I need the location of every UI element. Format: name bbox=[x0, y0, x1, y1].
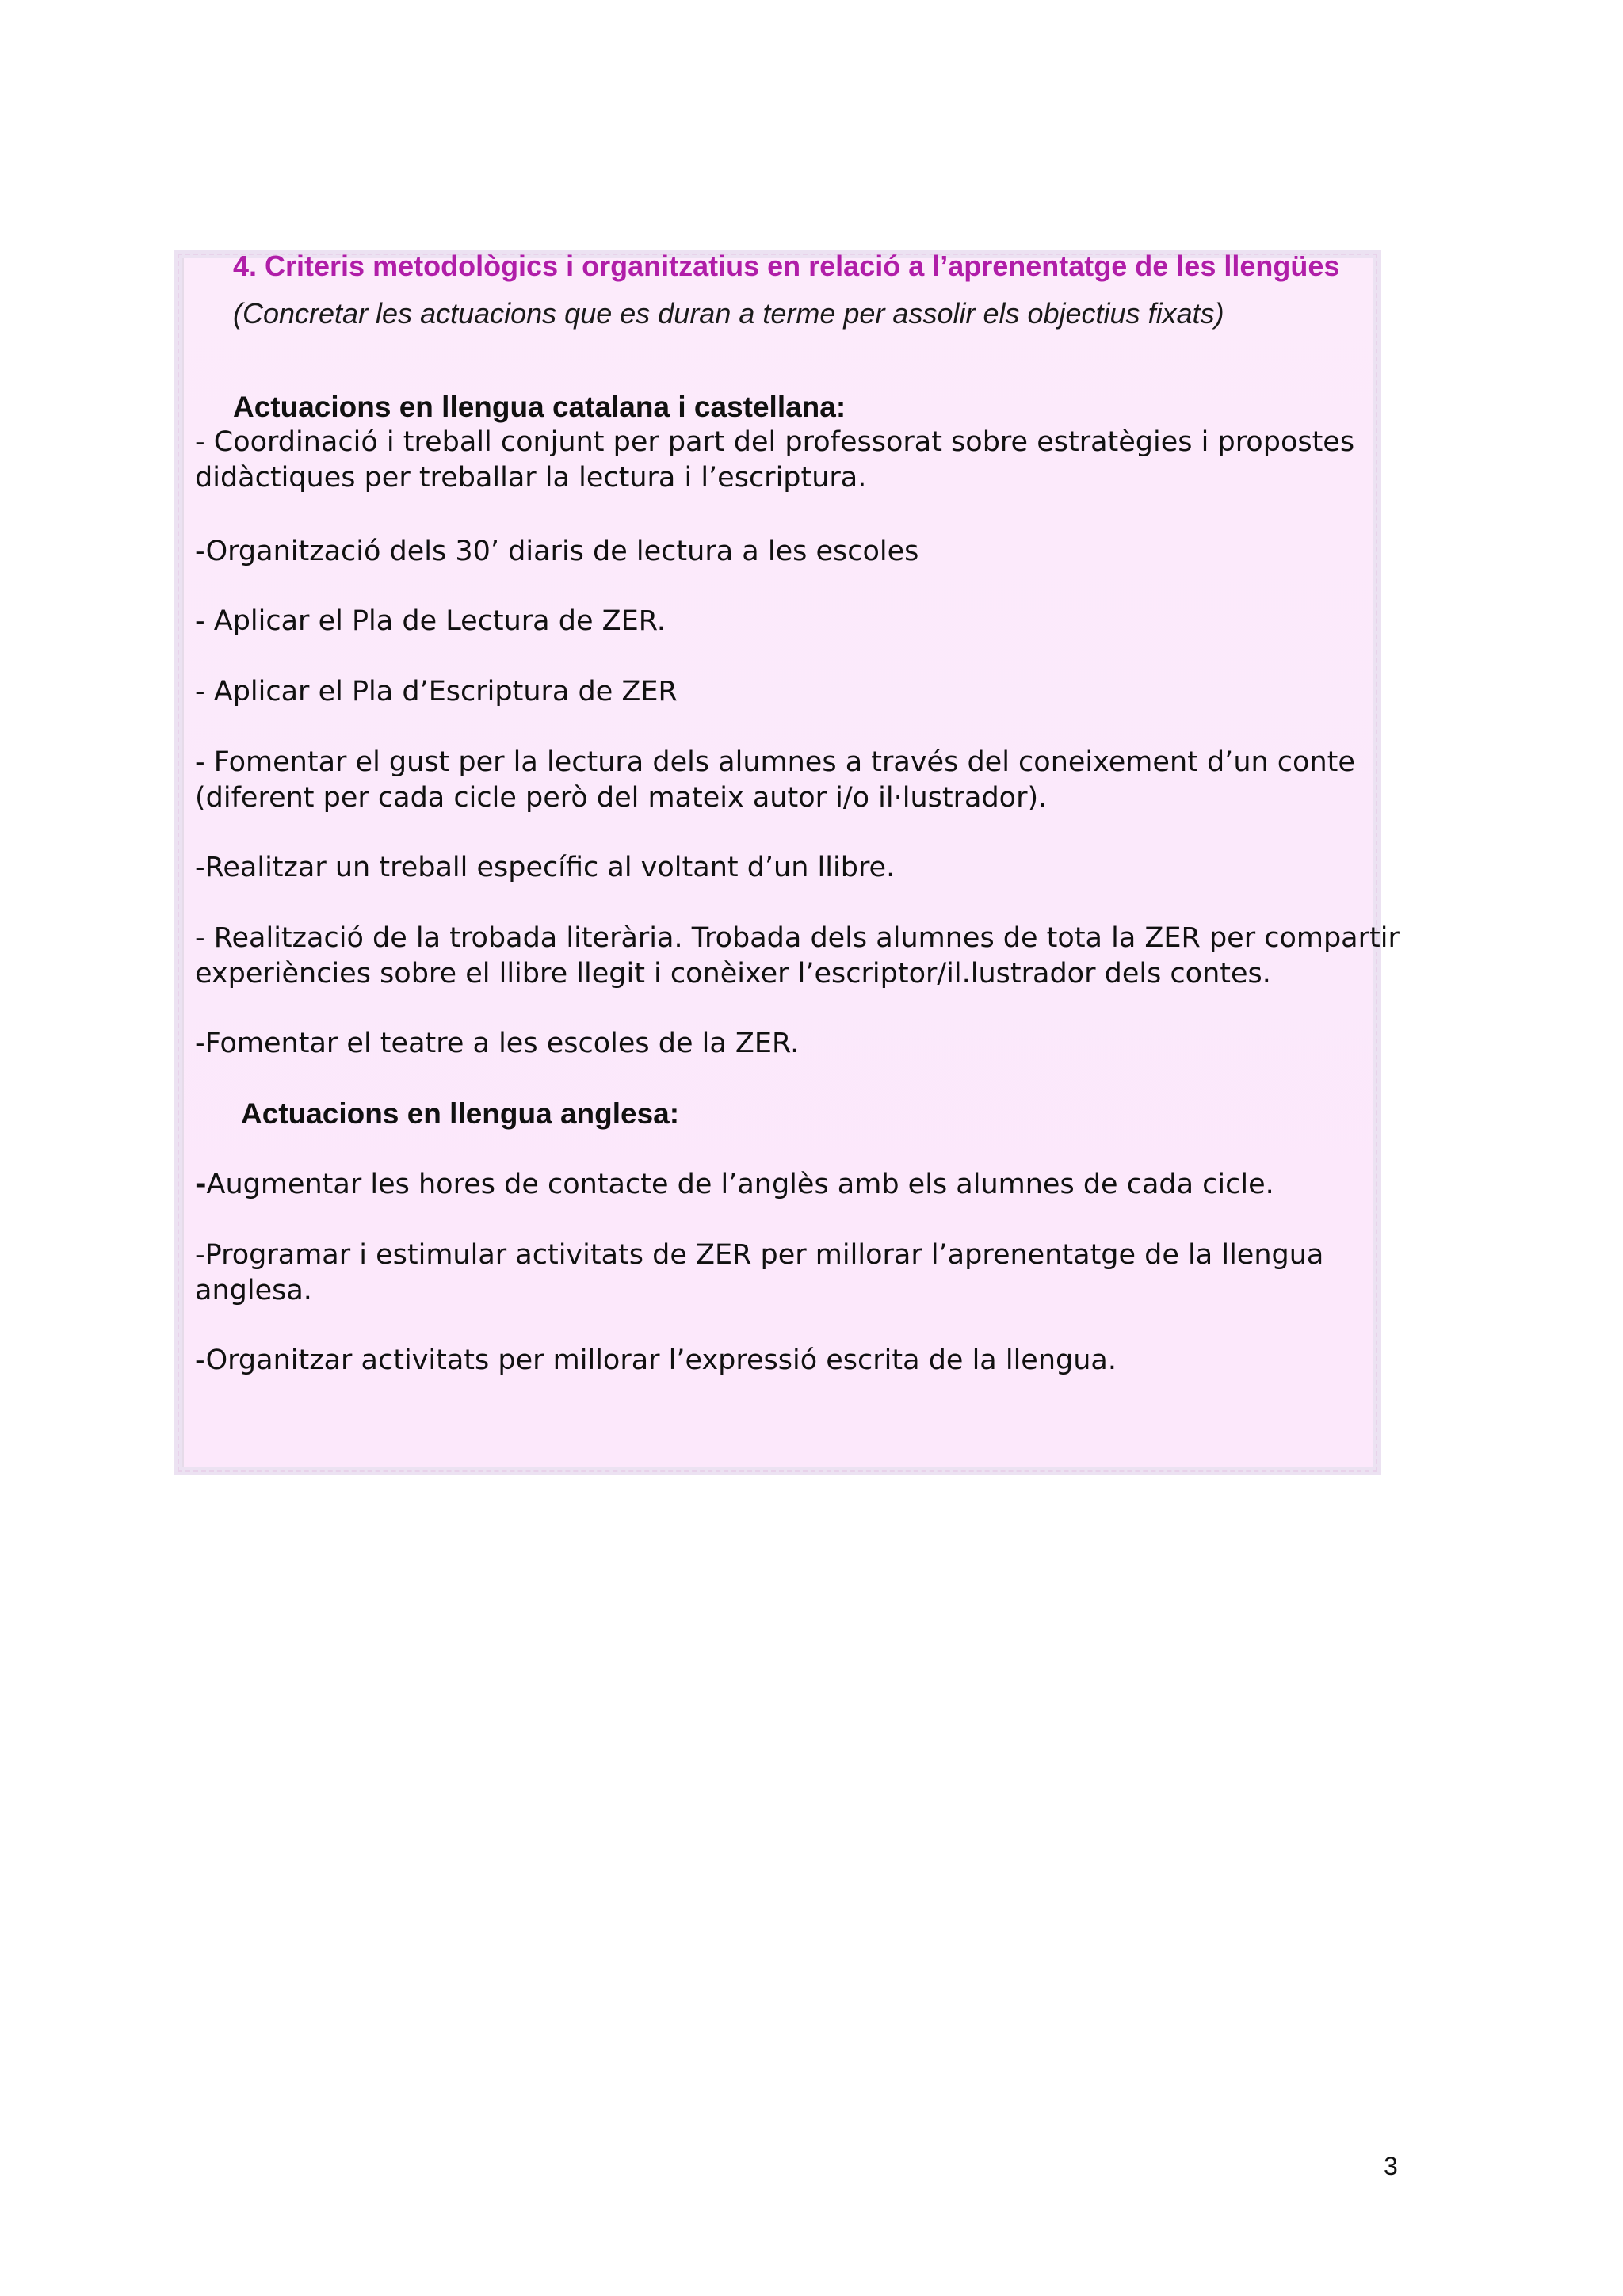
list-item bbox=[195, 604, 1384, 639]
anglesa-title: Actuacions en llengua anglesa: bbox=[241, 1097, 680, 1130]
list-item bbox=[195, 745, 1384, 816]
list-item-line: - Aplicar el Pla de Lectura de ZER. bbox=[195, 605, 666, 637]
list-item-line: -Fomentar el teatre a les escoles de la ZER. bbox=[195, 1028, 800, 1059]
catalan-castellana-title: Actuacions en llengua catalana i castellana: bbox=[233, 391, 846, 423]
section-heading: 4. Criteris metodològics i organitzatius en relació a l’aprenentatge de les llengües bbox=[233, 250, 1340, 282]
list-item-dash: - bbox=[195, 1169, 207, 1200]
list-item-line: - Coordinació i treball conjunt per part del professorat sobre estratègies i propostes bbox=[195, 426, 1355, 458]
list-item-line: - Fomentar el gust per la lectura dels alumnes a través del coneixement d’un conte bbox=[195, 746, 1355, 778]
list-item bbox=[195, 1343, 1384, 1379]
list-item-line: (diferent per cada cicle però del mateix autor i/o il·lustrador). bbox=[195, 782, 1048, 814]
list-item-line: -Realitzar un treball específic al voltant d’un llibre. bbox=[195, 852, 896, 883]
list-item bbox=[195, 425, 1384, 496]
list-item-line: experiències sobre el llibre llegit i conèixer l’escriptor/il.lustrador dels contes. bbox=[195, 958, 1271, 990]
list-item bbox=[195, 850, 1384, 886]
list-item bbox=[195, 534, 1384, 570]
list-item-line: anglesa. bbox=[195, 1275, 312, 1306]
list-item-line bbox=[195, 1167, 1384, 1203]
list-item-line: -Programar i estimular activitats de ZER per millorar l’aprenentatge de la llengua bbox=[195, 1239, 1324, 1271]
list-item bbox=[195, 921, 1400, 992]
list-item-line: -Organitzar activitats per millorar l’expressió escrita de la llengua. bbox=[195, 1344, 1117, 1376]
page-number: 3 bbox=[1384, 2152, 1398, 2180]
list-item-line: - Aplicar el Pla d’Escriptura de ZER bbox=[195, 676, 678, 707]
list-item bbox=[195, 1167, 1384, 1203]
list-item bbox=[195, 1026, 1384, 1062]
section-subtitle: (Concretar les actuacions que es duran a terme per assolir els objectius fixats) bbox=[233, 297, 1224, 330]
list-item-line: - Realització de la trobada literària. Trobada dels alumnes de tota la ZER per compartir bbox=[195, 922, 1400, 954]
list-item-line: didàctiques per treballar la lectura i l’escriptura. bbox=[195, 462, 867, 494]
list-item-line: -Organització dels 30’ diaris de lectura a les escoles bbox=[195, 536, 919, 567]
list-item bbox=[195, 674, 1384, 710]
list-item bbox=[195, 1238, 1384, 1309]
list-item-text: Augmentar les hores de contacte de l’anglès amb els alumnes de cada cicle. bbox=[206, 1169, 1274, 1200]
